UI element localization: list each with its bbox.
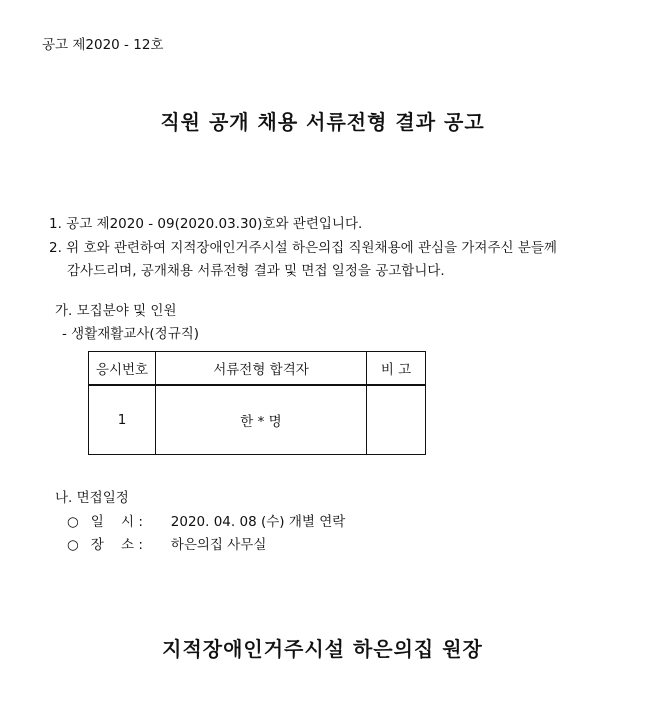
column-header-remarks: 비 고 (367, 352, 426, 386)
column-header-applicant-number: 응시번호 (89, 352, 156, 386)
schedule-place-value: 하은의집 사무실 (170, 537, 267, 553)
item-2-continued: 감사드리며, 공개채용 서류전형 결과 및 면접 일정을 공고합니다. (67, 263, 445, 279)
table-header-row (89, 352, 426, 386)
cell-applicant-number: 1 (89, 385, 156, 455)
cell-remarks (367, 385, 426, 455)
schedule-date (67, 510, 345, 530)
signature: 지적장애인거주시설 하은의집 원장 (162, 637, 483, 661)
section-a-heading: 가. 모집분야 및 인원 (55, 303, 177, 319)
item-2: 2. 위 호와 관련하여 지적장애인거주시설 하은의집 직원채용에 관심을 가져주신 분들께 (49, 240, 557, 256)
schedule-date-value: 2020. 04. 08 (수) 개별 연락 (170, 514, 346, 530)
schedule-date-label: 일 시 : (90, 514, 143, 530)
document-title: 직원 공개 채용 서류전형 결과 공고 (160, 110, 485, 134)
circle-bullet-icon: ○ (67, 537, 79, 553)
section-b-heading: 나. 면접일정 (55, 490, 129, 506)
results-table (88, 351, 426, 455)
schedule-place (67, 533, 266, 553)
notice-number: 공고 제2020 - 12호 (42, 37, 164, 53)
section-a-subheading: - 생활재활교사(정규직) (62, 326, 200, 342)
cell-passed-applicant: 한 * 명 (156, 385, 367, 455)
table-row (89, 385, 426, 455)
item-1: 1. 공고 제2020 - 09(2020.03.30)호와 관련입니다. (49, 216, 363, 232)
column-header-passed-applicants: 서류전형 합격자 (156, 352, 367, 386)
schedule-place-label: 장 소 : (90, 537, 143, 553)
circle-bullet-icon: ○ (67, 514, 79, 530)
